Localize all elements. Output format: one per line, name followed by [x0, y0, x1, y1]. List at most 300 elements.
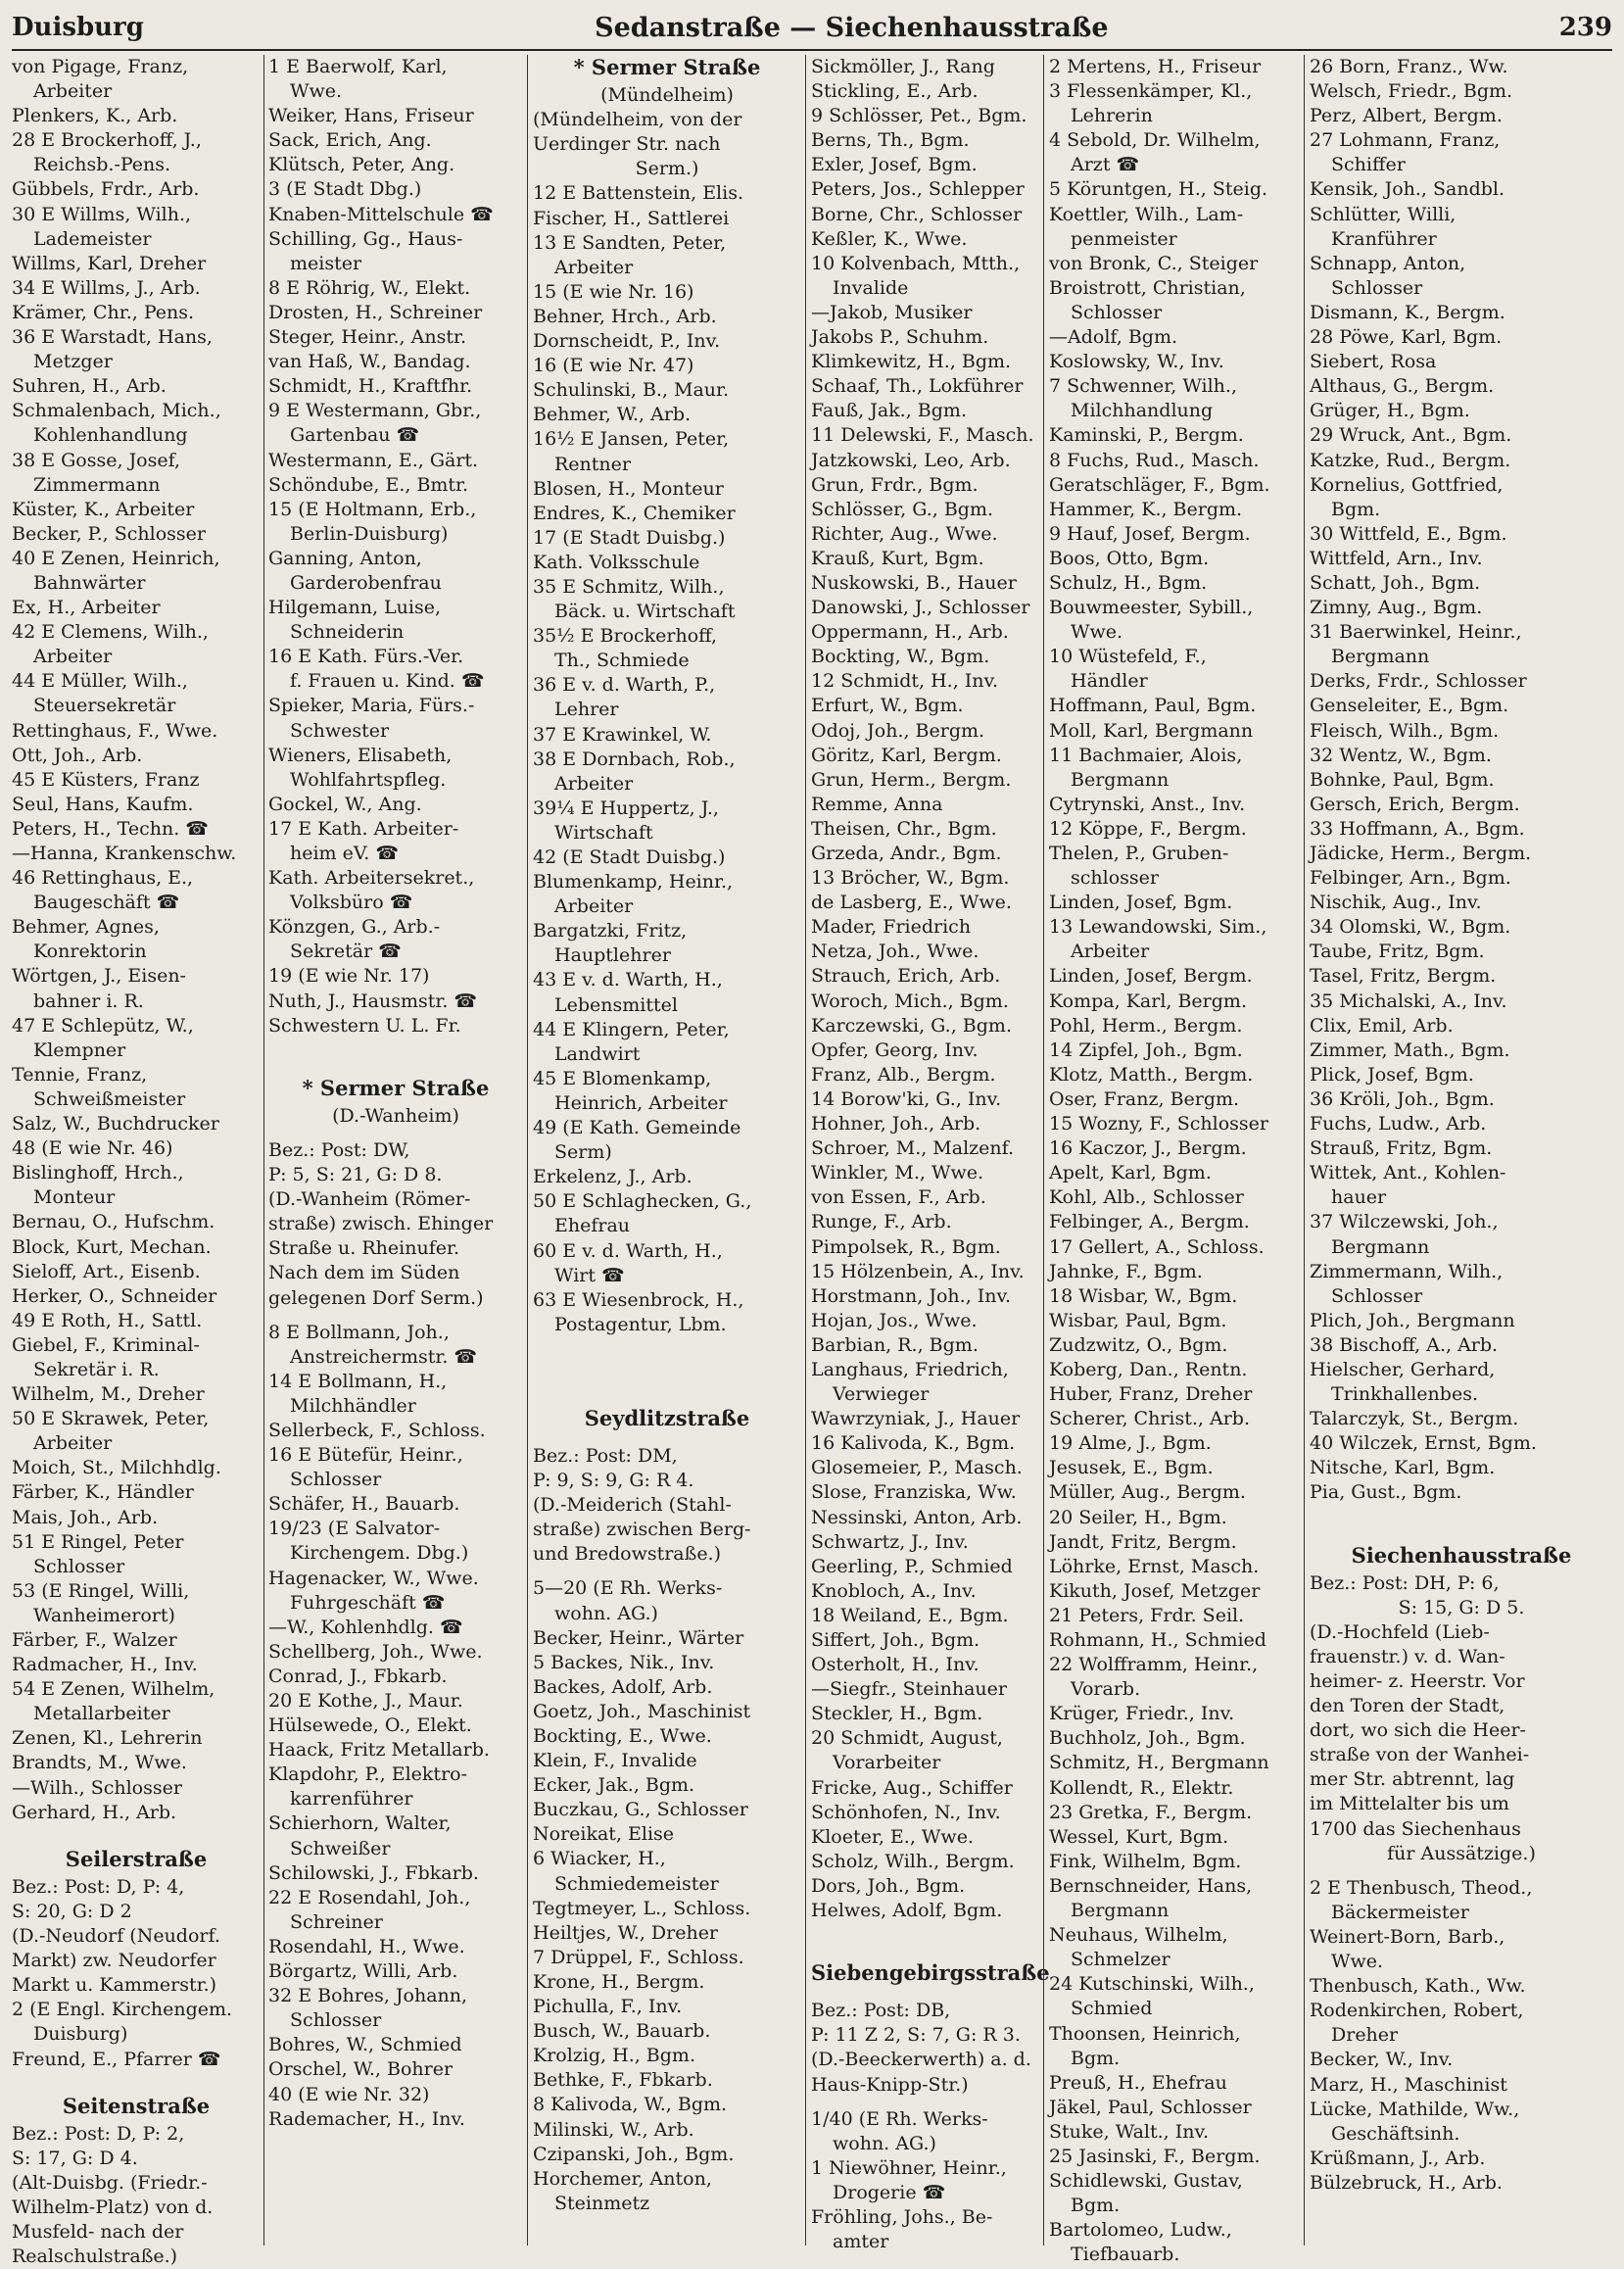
resident-entry: Steckler, H., Bgm.	[811, 1703, 983, 1725]
resident-entry: 28 E Brockerhoff, J.,	[12, 129, 202, 152]
resident-entry: Exler, Josef, Bgm.	[811, 154, 978, 176]
resident-entry: von Pigage, Franz,	[12, 56, 189, 77]
street-info: (D.-Meiderich (Stahl-	[533, 1494, 732, 1517]
resident-entry: 1/40 (E Rh. Werks-	[811, 2107, 988, 2130]
resident-entry: Buchholz, Joh., Bgm.	[1049, 1727, 1246, 1750]
resident-entry: Schellberg, Joh., Wwe.	[268, 1640, 483, 1663]
resident-entry: Krüßmann, J., Arb.	[1310, 2147, 1486, 2169]
resident-entry: Schmalenbach, Mich.,	[12, 400, 221, 422]
resident-entry: Plich, Joh., Bergmann	[1310, 1309, 1515, 1331]
resident-entry: Jatzkowski, Leo, Arb.	[811, 449, 1011, 471]
resident-entry: Scherer, Christ., Arb.	[1049, 1408, 1250, 1430]
resident-entry: Gockel, W., Ang.	[268, 793, 422, 815]
resident-entry: Thoonsen, Heinrich,	[1049, 2022, 1241, 2045]
resident-entry: 15 (E wie Nr. 16)	[533, 280, 694, 303]
column-divider	[1304, 55, 1305, 2245]
entry-continuation: Klempner	[33, 1038, 126, 1061]
resident-entry: 13 E Sandten, Peter,	[533, 231, 727, 254]
resident-entry: 20 E Kothe, J., Maur.	[268, 1690, 463, 1712]
resident-entry: 2 E Thenbusch, Theod.,	[1310, 1876, 1533, 1899]
entry-continuation: hauer	[1331, 1186, 1387, 1209]
resident-entry: Neuhaus, Wilhelm,	[1049, 1924, 1228, 1947]
resident-entry: 35 E Schmitz, Wilh.,	[533, 575, 725, 598]
street-info: mer Str. abtrennt, lag	[1310, 1768, 1515, 1791]
resident-entry: 37 Wilczewski, Joh.,	[1310, 1211, 1499, 1233]
resident-entry: Borne, Chr., Schlosser	[811, 203, 1023, 225]
entry-continuation: Vorarb.	[1071, 1678, 1141, 1701]
resident-entry: Kompa, Karl, Bergm.	[1049, 990, 1247, 1012]
resident-entry: Hagenacker, W., Wwe.	[268, 1567, 479, 1589]
resident-entry: Clix, Emil, Arb.	[1310, 1014, 1454, 1037]
entry-continuation: Wirtschaft	[554, 821, 653, 844]
resident-entry: Bernau, O., Hufschm.	[12, 1211, 215, 1233]
entry-continuation: Schlosser	[1331, 276, 1423, 299]
resident-entry: 18 Weiland, E., Bgm.	[811, 1604, 1009, 1626]
resident-entry: Grun, Herm., Bergm.	[811, 768, 1012, 791]
resident-entry: Sellerbeck, F., Schloss.	[268, 1419, 486, 1441]
entry-continuation: Schweißmeister	[33, 1087, 186, 1110]
resident-entry: Salz, W., Buchdrucker	[12, 1113, 219, 1135]
resident-entry: Schnapp, Anton,	[1310, 252, 1466, 274]
entry-continuation: Schwester	[290, 719, 390, 742]
resident-entry: 11 Delewski, F., Masch.	[811, 424, 1034, 447]
resident-entry: Bockting, W., Bgm.	[811, 646, 990, 668]
resident-entry: Schidlewski, Gustav,	[1049, 2170, 1243, 2193]
entry-continuation: Schlosser	[290, 2009, 382, 2032]
resident-entry: Koslowsky, W., Inv.	[1049, 351, 1224, 373]
resident-entry: 22 Wolfframm, Heinr.,	[1049, 1654, 1259, 1676]
resident-entry: von Bronk, C., Steiger	[1049, 252, 1259, 274]
resident-entry: Cytrynski, Anst., Inv.	[1049, 793, 1246, 815]
resident-entry: 16 E Bütefür, Heinr.,	[268, 1444, 463, 1467]
page-header	[12, 6, 1612, 51]
resident-entry: 38 E Gosse, Josef,	[12, 449, 181, 471]
resident-entry: Bargatzki, Fritz,	[533, 920, 688, 942]
entry-continuation: Kirchengem. Dbg.)	[290, 1542, 469, 1565]
resident-entry: Fischer, H., Sattlerei	[533, 207, 730, 229]
resident-entry: Nischik, Aug., Inv.	[1310, 892, 1482, 914]
resident-entry: Sickmöller, J., Rang	[811, 56, 995, 77]
entry-continuation: Dreher	[1331, 2024, 1399, 2047]
resident-entry: Jahnke, F., Bgm.	[1049, 1260, 1203, 1282]
spacer	[811, 2098, 1040, 2107]
column-divider	[263, 55, 264, 2245]
entry-continuation: Bergmann	[1071, 768, 1170, 791]
resident-entry: Bislinghoff, Hrch.,	[12, 1162, 184, 1184]
street-info: 1700 das Siechenhaus	[1310, 1817, 1521, 1840]
entry-continuation: Arbeiter	[554, 895, 634, 918]
resident-entry: Schatt, Joh., Bgm.	[1310, 571, 1481, 594]
resident-entry: Drosten, H., Schreiner	[268, 301, 483, 323]
resident-entry: Kath. Arbeitersekret.,	[268, 867, 475, 890]
street-info: Bez.: Post: D, P: 2,	[12, 2122, 185, 2145]
resident-entry: Wessel, Kurt, Bgm.	[1049, 1825, 1229, 1848]
resident-entry: 48 (E wie Nr. 46)	[12, 1137, 173, 1160]
spacer	[533, 1434, 801, 1444]
entry-continuation: Lademeister	[33, 227, 152, 250]
resident-entry: Behner, Hrch., Arb.	[533, 305, 717, 327]
street-info: gelegenen Dorf Serm.)	[268, 1286, 484, 1309]
resident-entry: Schierhorn, Walter,	[268, 1812, 452, 1835]
resident-entry: Siebert, Rosa	[1310, 351, 1437, 373]
resident-entry: Jädicke, Herm., Bergm.	[1310, 843, 1532, 864]
resident-entry: Goetz, Joh., Maschinist	[533, 1700, 751, 1722]
entry-continuation: bahner i. R.	[33, 990, 144, 1012]
resident-entry: 1 Niewöhner, Heinr.,	[811, 2156, 1007, 2179]
resident-entry: Gerhard, H., Arb.	[12, 1801, 177, 1823]
resident-entry: 13 Lewandowski, Sim.,	[1049, 916, 1267, 939]
street-note: S: 15, G: D 5.	[1398, 1596, 1525, 1618]
resident-entry: 14 E Bollmann, H.,	[268, 1370, 448, 1392]
entry-continuation: Postagentur, Lbm.	[554, 1313, 727, 1335]
resident-entry: Tegtmeyer, L., Schloss.	[533, 1897, 751, 1919]
resident-entry: Welsch, Friedr., Bgm.	[1310, 80, 1513, 103]
entry-continuation: karrenführer	[290, 1788, 413, 1810]
resident-entry: 38 E Dornbach, Rob.,	[533, 748, 736, 770]
entry-continuation: Wwe.	[1331, 1951, 1384, 1973]
resident-entry: 45 E Blomenkamp,	[533, 1067, 712, 1089]
resident-entry: Wawrzyniak, J., Hauer	[811, 1408, 1021, 1430]
resident-entry: Blumenkamp, Heinr.,	[533, 871, 734, 893]
resident-entry: Fuchs, Ludw., Arb.	[1310, 1113, 1487, 1135]
resident-entry: Runge, F., Arb.	[811, 1211, 952, 1233]
resident-entry: Felbinger, Arn., Bgm.	[1310, 867, 1511, 890]
entry-continuation: Schlosser	[33, 1555, 125, 1577]
resident-entry: Backes, Adolf, Arb.	[533, 1675, 713, 1698]
resident-entry: 16 (E wie Nr. 47)	[533, 355, 694, 377]
resident-entry: Ott, Joh., Arb.	[12, 744, 143, 766]
resident-entry: 12 E Battenstein, Elis.	[533, 182, 744, 205]
resident-entry: Kaminski, P., Bergm.	[1049, 424, 1244, 447]
resident-entry: Wörtgen, J., Eisen-	[12, 965, 186, 988]
resident-entry: Kikuth, Josef, Metzger	[1049, 1579, 1261, 1602]
resident-entry: Zimny, Aug., Bgm.	[1310, 597, 1483, 619]
resident-entry: 14 Zipfel, Joh., Bgm.	[1049, 1038, 1243, 1061]
resident-entry: 49 E Roth, H., Sattl.	[12, 1309, 203, 1331]
street-note: für Aussätzige.)	[1387, 1842, 1536, 1864]
resident-entry: Zudzwitz, O., Bgm.	[1049, 1333, 1228, 1356]
resident-entry: 25 Jasinski, F., Bergm.	[1049, 2145, 1261, 2167]
spacer	[1310, 1866, 1613, 1876]
resident-entry: Rettinghaus, F., Wwe.	[12, 719, 218, 742]
entry-continuation: Trinkhallenbes.	[1331, 1383, 1478, 1406]
column-4	[811, 55, 1050, 2253]
resident-entry: Pohl, Herm., Bergm.	[1049, 1014, 1243, 1037]
resident-entry: 10 Wüstefeld, F.,	[1049, 646, 1207, 668]
resident-entry: 12 Köppe, F., Bergm.	[1049, 817, 1247, 840]
entry-continuation: Ehefrau	[554, 1215, 631, 1237]
resident-entry: Buczkau, G., Schlosser	[533, 1799, 748, 1821]
resident-entry: Tasel, Fritz, Bergm.	[1310, 965, 1497, 988]
resident-entry: Boos, Otto, Bgm.	[1049, 547, 1210, 569]
resident-entry: Hammer, K., Bergm.	[1049, 498, 1243, 520]
resident-entry: Küster, K., Arbeiter	[12, 498, 195, 520]
resident-entry: 12 Schmidt, H., Inv.	[811, 670, 999, 693]
resident-entry: Erkelenz, J., Arb.	[533, 1166, 693, 1188]
resident-entry: 2 Mertens, H., Friseur	[1049, 56, 1262, 77]
resident-entry: Ganning, Anton,	[268, 547, 422, 569]
entry-continuation: Metzger	[33, 351, 113, 373]
resident-entry: Wittek, Ant., Kohlen-	[1310, 1162, 1506, 1184]
column-divider	[527, 55, 528, 2245]
entry-continuation: Steinmetz	[554, 2192, 650, 2214]
resident-entry: 36 E Warstadt, Hans,	[12, 326, 213, 349]
resident-entry: Schwestern U. L. Fr.	[268, 1014, 461, 1037]
resident-entry: 10 Kolvenbach, Mtth.,	[811, 252, 1021, 274]
street-info: und Bredowstraße.)	[533, 1543, 722, 1566]
resident-entry: 32 E Bohres, Johann,	[268, 1985, 468, 2007]
resident-entry: Helwes, Adolf, Bgm.	[811, 1900, 1003, 1922]
resident-entry: Blosen, H., Monteur	[533, 477, 724, 500]
resident-entry: Pichulla, F., Inv.	[533, 1996, 683, 2018]
resident-entry: 8 E Bollmann, Joh.,	[268, 1321, 450, 1343]
entry-continuation: Bergmann	[1331, 646, 1430, 668]
entry-continuation: Duisburg)	[33, 2023, 128, 2046]
resident-entry: 30 E Willms, Wilh.,	[12, 203, 192, 225]
street-info: Bez.: Post: DW,	[268, 1138, 410, 1161]
resident-entry: Osterholt, H., Inv.	[811, 1654, 979, 1676]
column-1	[12, 55, 261, 2268]
street-info: (D.-Neudorf (Neudorf.	[12, 1925, 220, 1948]
street-info: Markt) zw. Neudorfer	[12, 1950, 216, 1972]
resident-entry: Schmitz, H., Bergmann	[1049, 1752, 1269, 1774]
resident-entry: Genseleiter, E., Bgm.	[1310, 695, 1509, 717]
resident-entry: Klotz, Matth., Bergm.	[1049, 1063, 1254, 1086]
resident-entry: 35 Michalski, A., Inv.	[1310, 990, 1507, 1012]
entry-continuation: Konrektorin	[33, 941, 147, 963]
resident-entry: —Siegfr., Steinhauer	[811, 1678, 1007, 1701]
resident-entry: Rohmann, H., Schmied	[1049, 1629, 1266, 1651]
entry-continuation: Bergmann	[1071, 1900, 1170, 1922]
resident-entry: 38 Bischoff, A., Arb.	[1310, 1333, 1499, 1356]
resident-entry: 51 E Ringel, Peter	[12, 1530, 184, 1553]
resident-entry: Zenen, Kl., Lehrerin	[12, 1727, 203, 1750]
spacer	[533, 1567, 801, 1576]
resident-entry: Dors, Joh., Bgm.	[811, 1874, 966, 1897]
resident-entry: Hilgemann, Luise,	[268, 597, 441, 619]
street-info: dort, wo sich die Heer-	[1310, 1719, 1526, 1742]
resident-entry: Stickling, E., Arb.	[811, 80, 979, 103]
resident-entry: Mais, Joh., Arb.	[12, 1506, 159, 1528]
resident-entry: Kloeter, E., Wwe.	[811, 1825, 974, 1848]
resident-entry: 1 E Baerwolf, Karl,	[268, 56, 448, 77]
resident-entry: Derks, Frdr., Schlosser	[1310, 670, 1527, 693]
resident-entry: 50 E Schlaghecken, G.,	[533, 1190, 752, 1213]
street-info: Haus-Knipp-Str.)	[811, 2073, 969, 2096]
entry-continuation: Sekretär i. R.	[33, 1358, 160, 1380]
entry-continuation: Arbeiter	[33, 80, 113, 103]
resident-entry: 20 Seiler, H., Bgm.	[1049, 1506, 1227, 1528]
resident-entry: Orschel, W., Bohrer	[268, 2058, 454, 2081]
resident-entry: Linden, Josef, Bergm.	[1049, 965, 1253, 988]
entry-continuation: Bgm.	[1071, 2047, 1121, 2069]
resident-entry: Schilowski, J., Fbkarb.	[268, 1861, 479, 1884]
resident-entry: Grun, Frdr., Bgm.	[811, 473, 979, 496]
entry-continuation: Schlosser	[1331, 1284, 1423, 1307]
resident-entry: Tennie, Franz,	[12, 1063, 148, 1086]
street-info: straße von der Wanhei-	[1310, 1744, 1530, 1766]
entry-continuation: Anstreichermstr. ☎	[290, 1345, 478, 1368]
resident-entry: 16½ E Jansen, Peter,	[533, 428, 730, 451]
resident-entry: Bartolomeo, Ludw.,	[1049, 2219, 1232, 2242]
street-info: Bez.: Post: DM,	[533, 1444, 678, 1467]
street-heading: Seydlitzstraße	[584, 1405, 750, 1430]
resident-entry: Noreikat, Elise	[533, 1823, 675, 1846]
resident-entry: 40 Wilczek, Ernst, Bgm.	[1310, 1432, 1537, 1455]
resident-entry: Krolzig, H., Bgm.	[533, 2045, 695, 2067]
page-number: 239	[1558, 13, 1612, 42]
resident-entry: Stuke, Walt., Inv.	[1049, 2120, 1210, 2143]
entry-continuation: Milchhandlung	[1071, 400, 1214, 422]
entry-continuation: wohn. AG.)	[833, 2132, 936, 2154]
street-heading: * Sermer Straße	[302, 1075, 490, 1100]
resident-entry: Plick, Josef, Bgm.	[1310, 1063, 1474, 1086]
resident-entry: Sack, Erich, Ang.	[268, 129, 432, 152]
resident-entry: Linden, Josef, Bgm.	[1049, 892, 1233, 914]
resident-entry: Krämer, Chr., Pens.	[12, 301, 195, 323]
resident-entry: Bohres, W., Schmied	[268, 2034, 462, 2056]
resident-entry: de Lasberg, E., Wwe.	[811, 892, 1012, 914]
resident-entry: Kensik, Joh., Sandbl.	[1310, 178, 1505, 201]
resident-entry: Schäfer, H., Bauarb.	[268, 1493, 460, 1516]
resident-entry: Apelt, Karl, Bgm.	[1049, 1162, 1212, 1184]
resident-entry: 42 E Clemens, Wilh.,	[12, 621, 209, 644]
resident-entry: Wieners, Elisabeth,	[268, 744, 453, 766]
street-info: Uerdinger Str. nach	[533, 133, 721, 156]
resident-entry: Seul, Hans, Kaufm.	[12, 793, 194, 815]
resident-entry: Franz, Alb., Bergm.	[811, 1063, 996, 1086]
street-info: (D.-Wanheim (Römer-	[268, 1188, 471, 1211]
resident-entry: —Wilh., Schlosser	[12, 1776, 182, 1799]
header-city: Duisburg	[12, 13, 144, 42]
resident-entry: 45 E Küsters, Franz	[12, 768, 200, 791]
resident-entry: 7 Schwenner, Wilh.,	[1049, 375, 1237, 398]
entry-continuation: Schmied	[1071, 1998, 1153, 2020]
resident-entry: Slose, Franziska, Ww.	[811, 1481, 1017, 1504]
resident-entry: Siffert, Joh., Bgm.	[811, 1629, 980, 1651]
column-5	[1049, 55, 1300, 2266]
resident-entry: 36 Kröli, Joh., Bgm.	[1310, 1087, 1495, 1110]
entry-continuation: Kohlenhandlung	[33, 424, 188, 447]
entry-continuation: Lehrer	[554, 699, 619, 721]
resident-entry: 37 E Krawinkel, W.	[533, 723, 712, 746]
entry-continuation: Volksbüro ☎	[290, 892, 413, 914]
resident-entry: Weiker, Hans, Friseur	[268, 105, 474, 127]
entry-continuation: Steuersekretär	[33, 695, 176, 717]
resident-entry: 17 (E Stadt Duisbg.)	[533, 526, 726, 549]
resident-entry: 39¼ E Huppertz, J.,	[533, 797, 719, 819]
resident-entry: 28 Pöwe, Karl, Bgm.	[1310, 326, 1503, 349]
resident-entry: Felbinger, A., Bergm.	[1049, 1211, 1250, 1233]
resident-entry: Wittfeld, Arn., Inv.	[1310, 547, 1483, 569]
street-info: (D.-Hochfeld (Lieb-	[1310, 1620, 1490, 1643]
resident-entry: Schroer, M., Malzenf.	[811, 1137, 1015, 1160]
entry-continuation: Schlosser	[290, 1469, 382, 1491]
entry-continuation: Bäck. u. Wirtschaft	[554, 601, 736, 623]
resident-entry: Talarczyk, St., Bergm.	[1310, 1408, 1519, 1430]
resident-entry: Schlösser, G., Bgm.	[811, 498, 994, 520]
street-info: P: 11 Z 2, S: 7, G: R 3.	[811, 2024, 1021, 2047]
resident-entry: 8 Fuchs, Rud., Masch.	[1049, 449, 1260, 471]
entry-continuation: Wwe.	[290, 80, 343, 103]
resident-entry: 7 Drüppel, F., Schloss.	[533, 1946, 744, 1968]
resident-entry: Fink, Wilhelm, Bgm.	[1049, 1850, 1242, 1872]
resident-entry: 8 E Röhrig, W., Elekt.	[268, 276, 471, 299]
street-note: (Mündelheim)	[600, 84, 734, 107]
entry-continuation: Vorarbeiter	[833, 1752, 941, 1774]
entry-continuation: Kranführer	[1331, 227, 1437, 250]
resident-entry: Ecker, Jak., Bgm.	[533, 1774, 695, 1797]
resident-entry: Kollendt, R., Elektr.	[1049, 1776, 1234, 1799]
entry-continuation: Milchhändler	[290, 1394, 416, 1417]
entry-continuation: Reichsb.-Pens.	[33, 154, 171, 176]
street-heading: Siebengebirgsstraße	[811, 1960, 1050, 1986]
resident-entry: Pia, Gust., Bgm.	[1310, 1481, 1462, 1504]
resident-entry: —W., Kohlenhdlg. ☎	[268, 1616, 463, 1638]
street-note: (D.-Wanheim)	[332, 1104, 459, 1127]
resident-entry: Berns, Th., Bgm.	[811, 129, 970, 152]
resident-entry: Pimpolsek, R., Bgm.	[811, 1235, 1001, 1258]
resident-entry: 34 Olomski, W., Bgm.	[1310, 916, 1511, 939]
resident-entry: 42 (E Stadt Duisbg.)	[533, 846, 726, 868]
resident-entry: 9 E Westermann, Gbr.,	[268, 400, 482, 422]
entry-continuation: Wohlfahrtspfleg.	[290, 768, 447, 791]
resident-entry: 30 Wittfeld, E., Bgm.	[1310, 522, 1507, 545]
entry-continuation: Geschäftsinh.	[1331, 2122, 1460, 2145]
resident-entry: Hülsewede, O., Elekt.	[268, 1714, 472, 1737]
resident-entry: 43 E v. d. Warth, H.,	[533, 969, 723, 991]
street-info: S: 17, G: D 4.	[12, 2147, 138, 2169]
street-info: P: 5, S: 21, G: D 8.	[268, 1164, 443, 1186]
entry-continuation: Wwe.	[1071, 621, 1123, 644]
resident-entry: Hoffmann, Paul, Bgm.	[1049, 695, 1257, 717]
entry-continuation: Verwieger	[833, 1383, 930, 1406]
resident-entry: Schöndube, E., Bmtr.	[268, 473, 469, 496]
resident-entry: Geerling, P., Schmied	[811, 1555, 1013, 1577]
resident-entry: Schmidt, H., Kraftfhr.	[268, 375, 473, 398]
entry-continuation: Bäckermeister	[1331, 1901, 1469, 1923]
resident-entry: Radmacher, H., Inv.	[12, 1654, 198, 1676]
resident-entry: Broistrott, Christian,	[1049, 276, 1246, 299]
resident-entry: Jandt, Fritz, Bergm.	[1049, 1530, 1237, 1553]
entry-continuation: schlosser	[1071, 867, 1159, 890]
resident-entry: Hielscher, Gerhard,	[1310, 1358, 1496, 1380]
resident-entry: 6 Wiacker, H.,	[533, 1848, 666, 1870]
resident-entry: 2 (E Engl. Kirchengem.	[12, 1999, 233, 2021]
resident-entry: Becker, Heinr., Wärter	[533, 1626, 744, 1649]
resident-entry: 35½ E Brockerhoff,	[533, 625, 718, 648]
resident-entry: 29 Wruck, Ant., Bgm.	[1310, 424, 1512, 447]
column-divider	[1043, 55, 1044, 2245]
resident-entry: Klapdohr, P., Elektro-	[268, 1763, 468, 1786]
header-street-range: Sedanstraße — Siechenhausstraße	[595, 12, 1109, 43]
column-2	[268, 55, 523, 2249]
resident-entry: Nitsche, Karl, Bgm.	[1310, 1457, 1496, 1479]
street-heading: * Sermer Straße	[573, 55, 761, 79]
resident-entry: Geratschläger, F., Bgm.	[1049, 473, 1270, 496]
resident-entry: Nuth, J., Hausmstr. ☎	[268, 990, 478, 1012]
entry-continuation: Baugeschäft ☎	[33, 892, 180, 914]
resident-entry: 11 Bachmaier, Alois,	[1049, 744, 1243, 766]
resident-entry: Danowski, J., Schlosser	[811, 597, 1030, 619]
resident-entry: Haack, Fritz Metallarb.	[268, 1739, 490, 1762]
resident-entry: 5 Köruntgen, H., Steig.	[1049, 178, 1268, 201]
resident-entry: Grüger, H., Bgm.	[1310, 400, 1470, 422]
resident-entry: Endres, K., Chemiker	[533, 502, 736, 524]
resident-entry: 19 Alme, J., Bgm.	[1049, 1432, 1212, 1455]
column-3	[533, 55, 801, 2249]
entry-continuation: Schmelzer	[1071, 1949, 1170, 1971]
